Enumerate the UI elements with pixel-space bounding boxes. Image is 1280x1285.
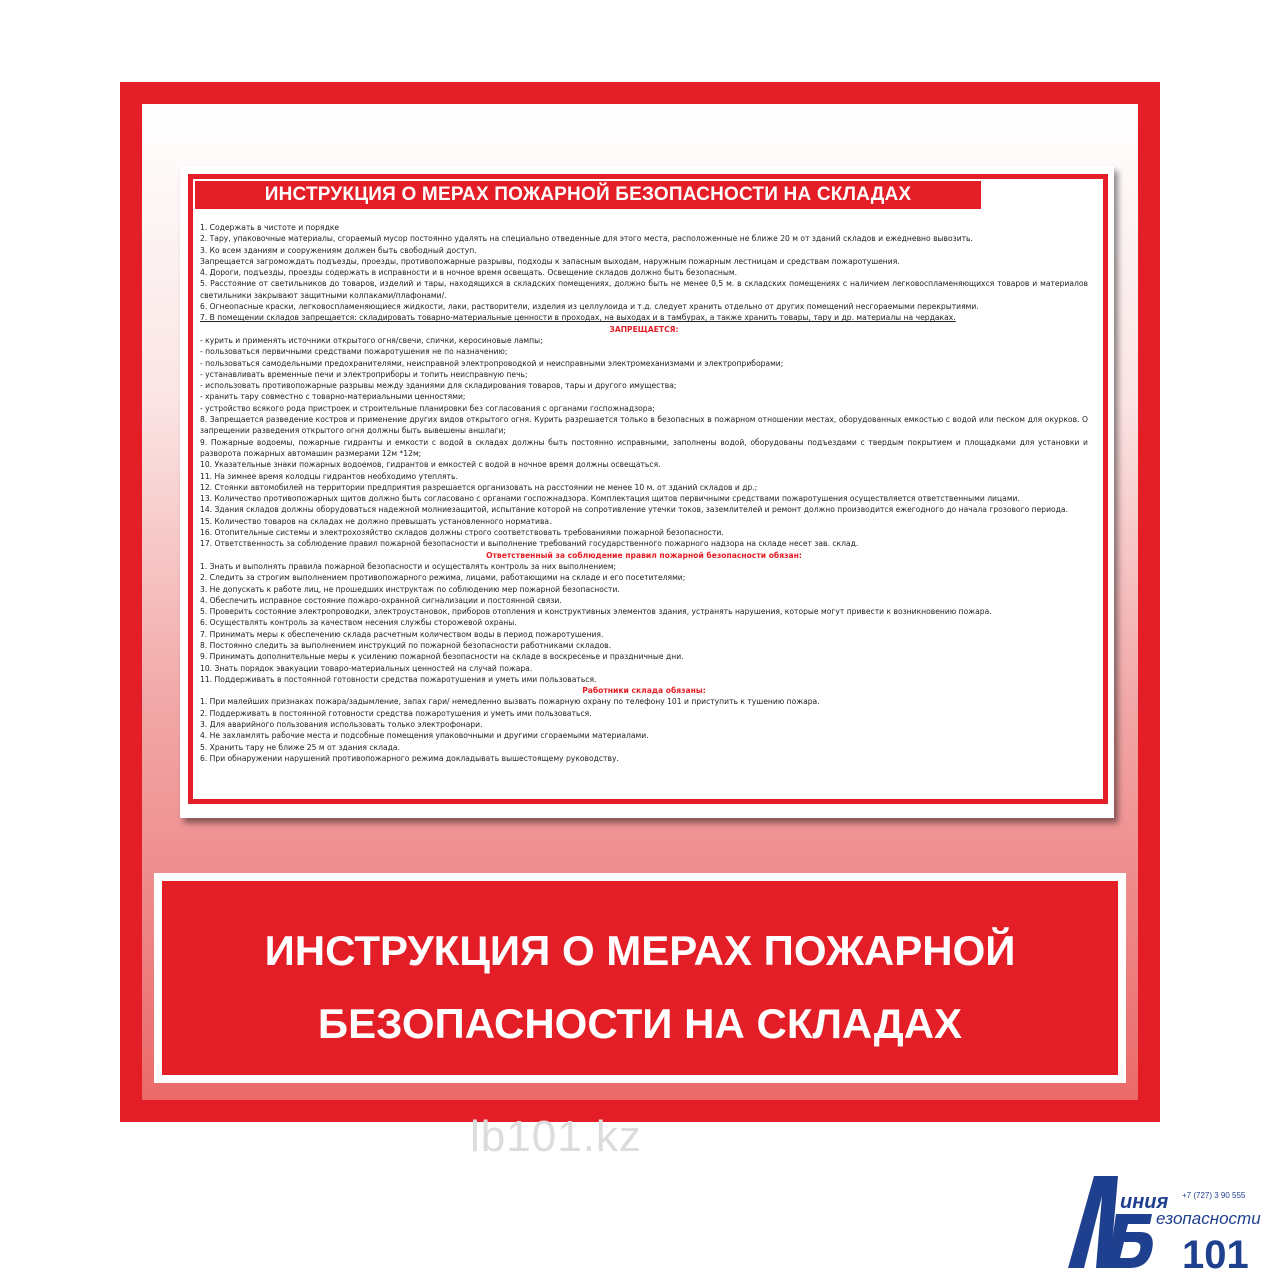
poster-text-line: 5. Проверить состояние электропроводки, электроустановок, приборов отопления и конструктивных элементов здания, устранять нарушения, которые могут привести к возникновению пожара.: [200, 607, 992, 617]
poster-text-line: 2. Поддерживать в постоянной готовности средства пожаротушения и уметь ими пользоваться.: [200, 708, 592, 718]
poster-text-line: 1. При малейших признаках пожара/задымление, запах гари/ немедленно вызвать пожарную охрану по телефону 101 и приступить к тушению пожара.: [200, 697, 820, 707]
poster-text-line: 16. Отопительные системы и электрохозяйство складов должны строго соответствовать требованиями пожарной безопасности.: [200, 528, 724, 538]
poster-text-line: 9. Пожарные водоемы, пожарные гидранты и емкости с водой в складах должны быть постоянно исправными, заполнены водой, оборудованы подъездами с твердым покрытием и площадками для установки и разворота пожарных автомашин размерами 12м *12м;: [200, 437, 1088, 458]
poster-text-line: - устанавливать временные печи и электроприборы и топить неисправную печь;: [200, 369, 528, 379]
logo-word-2: езопасности: [1156, 1209, 1261, 1228]
poster-text-line: 3. Не допускать к работе лиц, не прошедших инструктаж по соблюдению мер пожарной безопасности.: [200, 584, 620, 594]
poster-title: ИНСТРУКЦИЯ О МЕРАХ ПОЖАРНОЙ БЕЗОПАСНОСТИ НА СКЛАДАХ: [195, 181, 981, 209]
logo-phone: +7 (727) 3 90 555: [1182, 1191, 1246, 1200]
company-logo: [1060, 1168, 1270, 1280]
poster-text-line: 2. Следить за строгим выполнением противопожарного режима, лицами, работающими на складе и его посетителями;: [200, 573, 686, 583]
poster-text-line: 1. Содержать в чистоте и порядке: [200, 223, 340, 232]
poster-text-line: 6. Огнеопасные краски, легковоспламеняющиеся жидкости, лаки, растворители, изделия из целлулоида и т.д. следует хранить отдельно от других помещений несгораемыми перекрытиями.: [200, 302, 979, 312]
logo-word-1: иния: [1120, 1191, 1169, 1213]
poster-text-line: 4. Дороги, подъезды, проезды содержать в исправности и в ночное время освещать. Освещение складов должно быть безопасным.: [200, 268, 738, 278]
poster-text-line: 17. Ответственность за соблюдение правил пожарной безопасности и выполнение требований государственного пожарного надзора на складе несет зав. склад.: [200, 539, 859, 549]
poster-text-line: 9. Принимать дополнительные меры к усилению пожарной безопасности на складе в воскресенье и праздничные дни.: [200, 652, 684, 662]
poster-text-line: 10. Указательные знаки пожарных водоемов, гидрантов и емкостей с водой в ночное время должны освещаться.: [200, 460, 661, 470]
poster-text-line: 8. Постоянно следить за выполнением инструкций по пожарной безопасности работниками складов.: [200, 640, 612, 650]
poster-text-line: 7. В помещении складов запрещается: складировать товарно-материальные ценности в проходах, на выходах и в тамбурах, а также хранить товары, тару и др. материалы на чердаках.: [200, 313, 956, 323]
logo-letter-b-shape: [1108, 1214, 1153, 1268]
poster-text-line: 6. Осуществлять контроль за качеством несения службы сторожевой охраны.: [200, 618, 517, 628]
poster-text-line: 7. Принимать меры к обеспечению склада расчетным количеством воды в период пожаротушения.: [200, 629, 604, 639]
watermark-text: lb101.kz: [470, 1112, 642, 1161]
poster-text-line: - пользоваться самодельными предохранителями, неисправной электропроводкой и неисправными электромеханизмами и электроприборами;: [200, 358, 784, 368]
poster-text-line: 11. Поддерживать в постоянной готовности средства пожаротушения и уметь ими пользоваться.: [200, 674, 597, 684]
poster-text-line: 15. Количество товаров на складах не должно превышать установленного норматива.: [200, 516, 552, 526]
poster-text-line: - устройство всякого рода пристроек и строительные планировки без согласования с органами госпожнадзора;: [200, 403, 655, 413]
poster-text-line: 1. Знать и выполнять правила пожарной безопасности и осуществлять контроль за них выполнением;: [200, 561, 617, 571]
poster-text-line: 5. Хранить тару не ближе 25 м от здания склада.: [200, 742, 400, 752]
poster-text-line: 13. Количество противопожарных щитов должно быть согласовано с органами госпожнадзора. Комплектация щитов первичными средствами пожаротушения осуществляется ответственными лицами.: [200, 494, 1020, 504]
poster-text-line: 4. Не захламлять рабочие места и подсобные помещения упаковочными и другими сгораемыми материалами.: [200, 731, 649, 741]
poster-text-line: 3. Для аварийного пользования использовать только электрофонари.: [200, 720, 483, 730]
banner-title-line-2: БЕЗОПАСНОСТИ НА СКЛАДАХ: [317, 1000, 963, 1047]
title-banner: [154, 873, 1126, 1083]
title-banner-red: [162, 881, 1118, 1075]
poster-text-body: [200, 222, 1088, 764]
poster-text-line: 3. Ко всем зданиям и сооружениям должен быть свободный доступ.: [200, 245, 477, 255]
logo-number: 101: [1182, 1233, 1249, 1277]
poster-text-line: - хранить тару совместно с товарно-материальными ценностями;: [200, 392, 466, 402]
poster-text-line: 2. Тару, упаковочные материалы, сгораемый мусор постоянно удалять на специально отведенные для этого места, расположенные не ближе 20 м от зданий складов и ежедневно вывозить.: [200, 234, 973, 244]
instruction-poster: [180, 166, 1114, 818]
poster-text-line: 5. Расстояние от светильников до товаров, изделий и тары, находящихся в складских помещениях, должно быть не менее 0,5 м. в складских помещениях с наличием легковоспламеняющихся товаров и материалов светильники закрывают защитными колпаками/плафонами/.: [200, 279, 1088, 300]
poster-text-line: - пользоваться первичными средствами пожаротушения не по назначению;: [200, 347, 508, 357]
poster-text-line: 4. Обеспечить исправное состояние пожаро-охранной сигнализации и постоянной связи.: [200, 595, 562, 605]
poster-text-line: 14. Здания складов должны оборудоваться надежной молниезащитой, испытание которой на сопротивление утечки токов, заземлителей и ремонт должно производится ежегодного до начала грозового периода.: [200, 505, 1068, 515]
poster-section-heading: Ответственный за соблюдение правил пожарной безопасности обязан:: [486, 550, 802, 560]
banner-title-line-1: ИНСТРУКЦИЯ О МЕРАХ ПОЖАРНОЙ: [264, 927, 1016, 974]
poster-text-line: 6. При обнаружении нарушений противопожарного режима докладывать вышестоящему руководству.: [200, 753, 619, 763]
poster-text-line: - использовать противопожарные разрывы между зданиями для складирования товаров, тары и другого имущества;: [200, 381, 677, 391]
poster-text-line: - курить и применять источники открытого огня/свечи, спички, керосиновые лампы;: [200, 335, 543, 345]
poster-text-line: 8. Запрещается разведение костров и применение других видов открытого огня. Курить разрешается только в безопасных в пожарном отношении местах, оборудованных емкостью с водой или песком для окурков. О запрещении разведения открытого огня должны быть вывешены аншлаги;: [200, 415, 1088, 436]
poster-section-heading: ЗАПРЕЩАЕТСЯ:: [609, 324, 679, 334]
poster-text-line: 12. Стоянки автомобилей на территории предприятия разрешается организовать на расстоянии не менее 10 м. от зданий складов и др.;: [200, 482, 758, 492]
poster-text-line: Запрещается загромождать подъезды, проезды, противопожарные разрывы, подходы к запасным выходам, наружным пожарным лестницам и средствам пожаротушения.: [200, 256, 900, 266]
company-logo-graphic: [1060, 1168, 1270, 1280]
poster-text-line: 10. Знать порядок эвакуации товаро-материальных ценностей на случай пожара.: [200, 663, 533, 673]
poster-section-heading: Работники склада обязаны:: [582, 686, 706, 696]
poster-text-line: 11. На зимнее время колодцы гидрантов необходимо утеплять.: [200, 471, 458, 481]
